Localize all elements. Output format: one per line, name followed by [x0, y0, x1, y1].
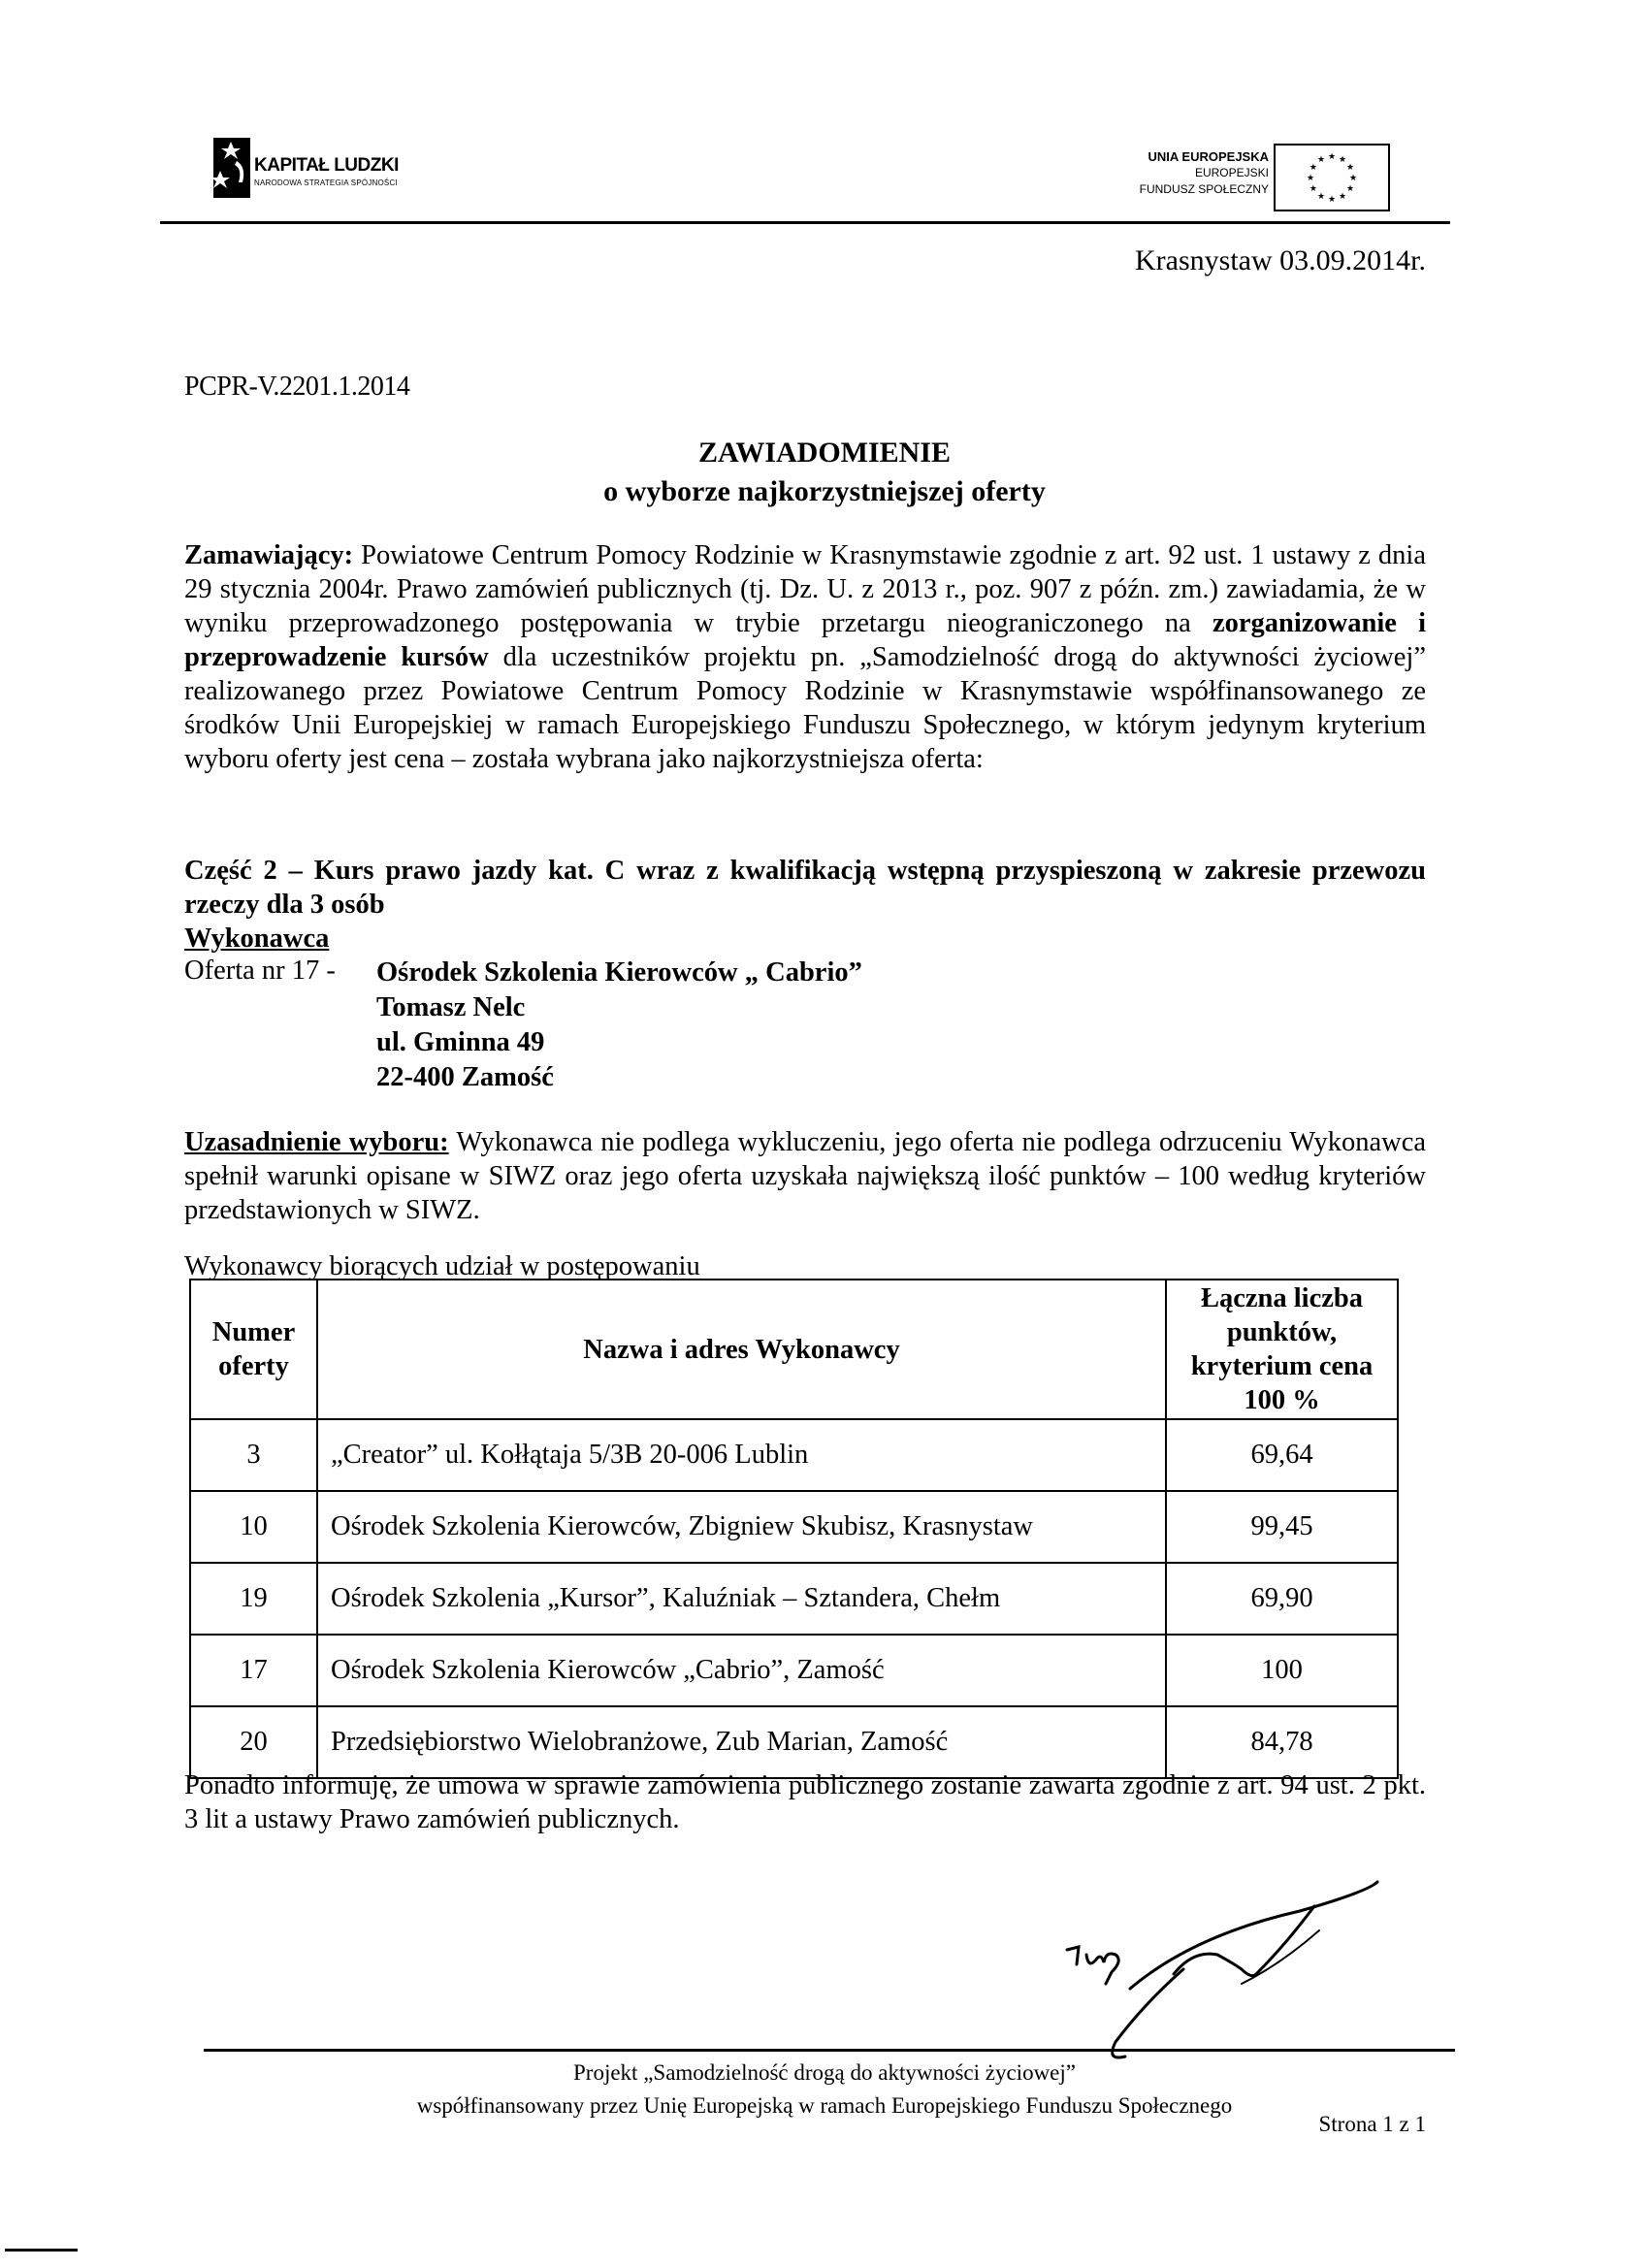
handwritten-signature-icon: [1048, 1858, 1416, 2071]
eu-star-icon: ★: [1309, 183, 1317, 193]
eu-star-icon: ★: [1306, 173, 1315, 182]
offer-details: [376, 956, 862, 1095]
justification-text: Wykonawca nie podlega wykluczeniu, jego oferta nie podlega odrzuceniu Wykonawca spełnił warunki opisane w SIWZ oraz jego oferta uzyskała największą ilość punktów – 100 według kryteriów przedstawionych w SIWZ.: [184, 1127, 1426, 1225]
offer-number: 10: [190, 1491, 317, 1563]
eu-star-icon: ★: [1327, 194, 1337, 204]
intro-paragraph: [184, 538, 1426, 776]
header-offer-number: Numer oferty: [190, 1280, 317, 1419]
contractor-name: Ośrodek Szkolenia Kierowców „Cabrio”, Zamość: [317, 1635, 1166, 1706]
eu-star-icon: ★: [1346, 183, 1355, 193]
eu-star-icon: ★: [1346, 162, 1355, 172]
offer-points: 99,45: [1166, 1491, 1398, 1563]
title-main: ZAWIADOMIENIE: [697, 437, 952, 469]
offer-number: 19: [190, 1563, 317, 1635]
table-header-row: [190, 1280, 1398, 1419]
eu-star-icon: ★: [1338, 191, 1347, 202]
justification-paragraph: [184, 1125, 1426, 1227]
part-heading: Część 2 – Kurs prawo jazdy kat. C wraz z kwalifikacją wstępną przyspieszoną w zakresie przewozu rzeczy dla 3 osób: [184, 856, 1426, 920]
justification-label: Uzasadnienie wyboru:: [184, 1127, 449, 1157]
header-points: Łączna liczba punktów, kryterium cena 100 %: [1166, 1280, 1398, 1419]
eu-flag-icon: [1274, 144, 1390, 211]
eu-star-icon: ★: [1327, 151, 1337, 161]
eu-star-icon: ★: [1309, 162, 1317, 172]
kapital-ludzki-subtitle: NARODOWA STRATEGIA SPÓJNOŚCI: [254, 178, 398, 187]
table-caption: Wykonawcy biorących udział w postępowaniu: [184, 1251, 700, 1281]
intro-text-a: Powiatowe Centrum Pomocy Rodzinie w Krasnymstawie zgodnie z art. 92 ust. 1 ustawy z dnia 29 stycznia 2004r. Prawo zamówień publicznych (tj. Dz. U. z 2013 r., poz. 907 z późn. zm.) zawiadamia, że w wyniku przeprowadzonego postępowania w trybie przetargu nieograniczonego na: [184, 540, 1426, 638]
contractor-name: Przedsiębiorstwo Wielobranżowe, Zub Marian, Zamość: [317, 1706, 1166, 1778]
offer-points: 69,64: [1166, 1419, 1398, 1491]
footer-divider: [204, 2049, 1455, 2052]
offer-points: 69,90: [1166, 1563, 1398, 1635]
offers-table: [189, 1279, 1399, 1779]
kapital-ludzki-logo-icon: [213, 138, 250, 198]
eu-star-icon: ★: [1348, 173, 1358, 182]
table-row: [190, 1419, 1398, 1491]
reference-number: PCPR-V.2201.1.2014: [184, 372, 410, 402]
eu-line-1: UNIA EUROPEJSKA: [1148, 149, 1269, 164]
offer-number: 20: [190, 1706, 317, 1778]
contractor-name: Ośrodek Szkolenia Kierowców, Zbigniew Skubisz, Krasnystaw: [317, 1491, 1166, 1563]
closing-paragraph: Ponadto informuję, że umowa w sprawie zamówienia publicznego zostanie zawarta zgodnie z art. 94 ust. 2 pkt. 3 lit a ustawy Prawo zamówień publicznych.: [184, 1770, 1426, 1834]
scan-mark: [5, 2249, 78, 2252]
offer-points: 84,78: [1166, 1706, 1398, 1778]
document-title: [0, 434, 1649, 511]
table-row: [190, 1706, 1398, 1778]
contractor-label: Wykonawca: [184, 923, 330, 954]
offer-points: 100: [1166, 1635, 1398, 1706]
offer-number: 17: [190, 1635, 317, 1706]
title-subtitle: o wyborze najkorzystniejszej oferty: [603, 475, 1046, 507]
offer-line: ul. Gminna 49: [376, 1027, 545, 1057]
intro-text-b: dla uczestników projektu pn. „Samodzielność drogą do aktywności życiowej” realizowanego przez Powiatowe Centrum Pomocy Rodzinie w Krasnymstawie współfinansowanego ze środków Unii Europejskiej w ramach Europejskiego Funduszu Społecznego, w którym jedynym kryterium wyboru oferty jest cena – została wybrana jako najkorzystniejsza oferta:: [184, 642, 1426, 774]
intro-bold: zorganizowanie i przeprowadzenie kursów: [184, 608, 1427, 672]
header-contractor-name: Nazwa i adres Wykonawcy: [317, 1280, 1166, 1419]
contractor-name: Ośrodek Szkolenia „Kursor”, Kaluźniak – Sztandera, Chełm: [317, 1563, 1166, 1635]
offer-line: Ośrodek Szkolenia Kierowców „ Cabrio”: [376, 957, 862, 988]
eu-star-icon: ★: [1316, 191, 1326, 202]
footer-line-2: współfinansowany przez Unię Europejską w ramach Europejskiego Funduszu Społecznego: [416, 2093, 1233, 2118]
part-title: [184, 854, 1426, 956]
intro-label: Zamawiający:: [184, 540, 354, 570]
eu-star-icon: ★: [1338, 153, 1347, 164]
kapital-ludzki-title: KAPITAŁ LUDZKI: [254, 155, 399, 176]
offer-line: Tomasz Nelc: [376, 992, 526, 1022]
eu-line-2: EUROPEJSKI: [1194, 166, 1269, 179]
table-row: [190, 1635, 1398, 1706]
offer-line: 22-400 Zamość: [376, 1062, 554, 1092]
eu-star-icon: ★: [1316, 153, 1326, 164]
offer-label: Oferta nr 17 -: [184, 956, 336, 986]
document-date: Krasnystaw 03.09.2014r.: [1135, 244, 1426, 276]
eu-text-block: [1018, 148, 1269, 198]
eu-line-3: FUNDUSZ SPOŁECZNY: [1139, 182, 1269, 196]
offer-number: 3: [190, 1419, 317, 1491]
page-number: Strona 1 z 1: [1318, 2112, 1426, 2136]
table-row: [190, 1563, 1398, 1635]
footer-line-1: Projekt „Samodzielność drogą do aktywności życiowej”: [573, 2060, 1076, 2085]
header-divider: [160, 221, 1450, 224]
contractor-name: „Creator” ul. Kołłątaja 5/3B 20-006 Lublin: [317, 1419, 1166, 1491]
table-row: [190, 1491, 1398, 1563]
